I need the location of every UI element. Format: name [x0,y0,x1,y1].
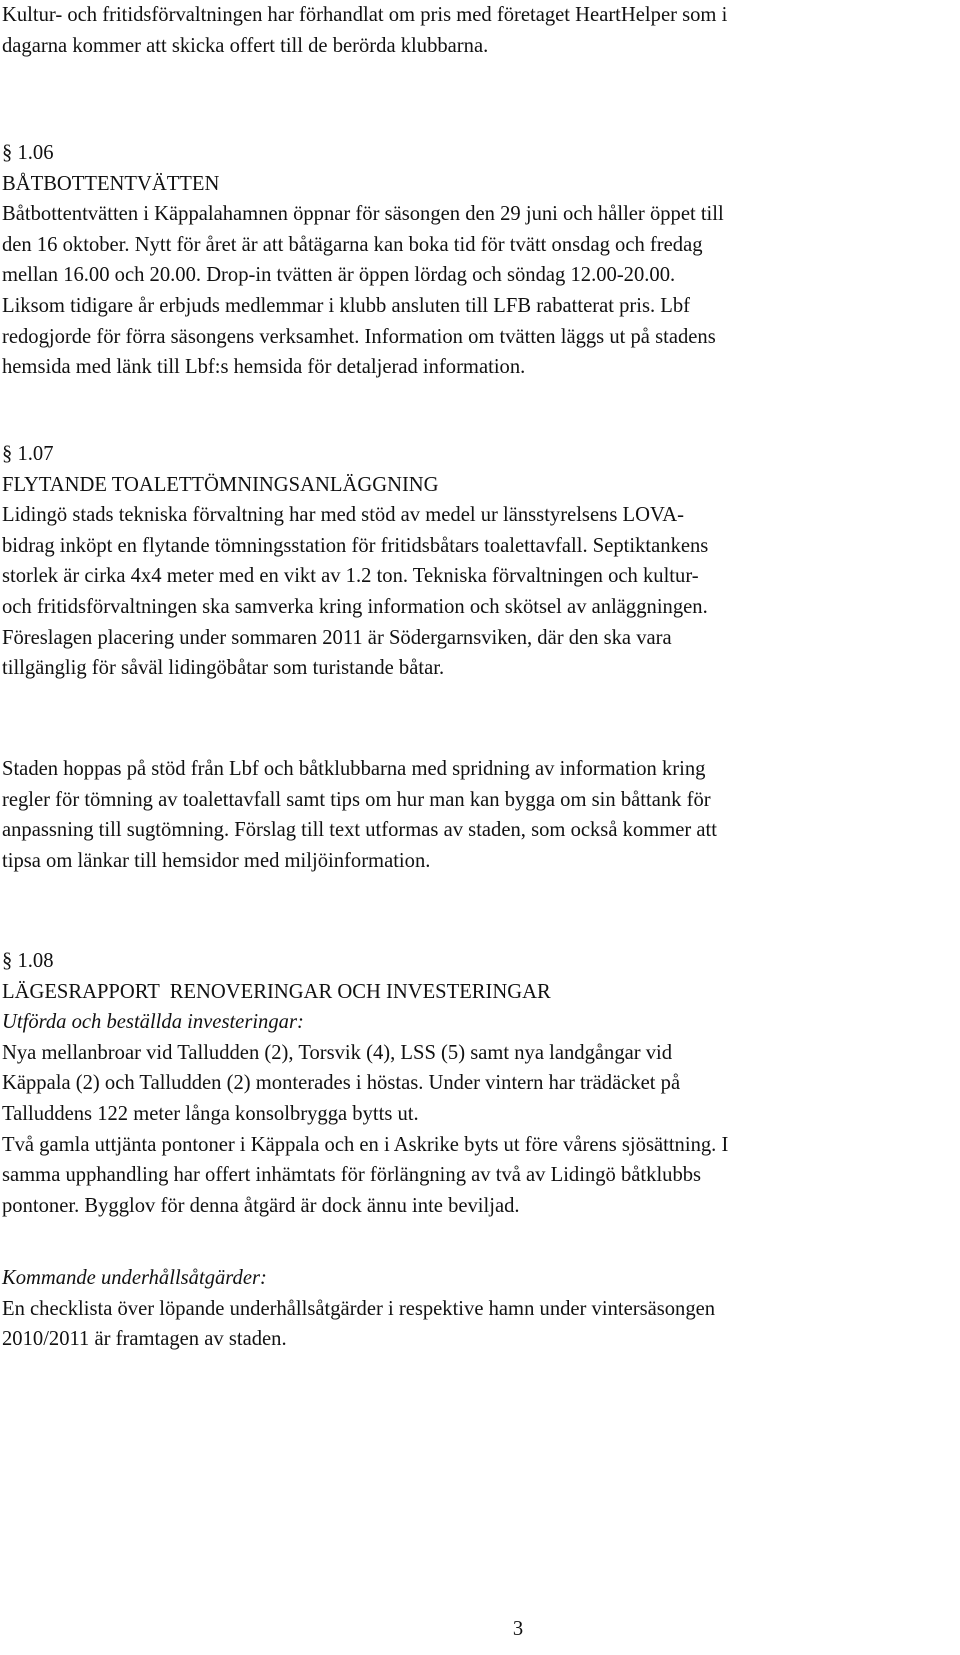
intro-paragraph [2,0,957,61]
body-line: tillgänglig för såväl lidingöbåtar som turistande båtar. [2,657,445,680]
section-heading: FLYTANDE TOALETTÖMNINGSANLÄGGNING [2,473,439,496]
section-number: § 1.06 [2,142,54,164]
section-1-07-paragraph-2 [2,754,957,876]
body-line: Båtbottentvätten i Käppalahamnen öppnar för säsongen den 29 juni och håller öppet till [2,203,724,226]
body-line: Talluddens 122 meter långa konsolbrygga bytts ut. [2,1102,419,1125]
body-line: samma upphandling har offert inhämtats för förlängning av två av Lidingö båtklubbs [2,1164,702,1187]
body-line: bidrag inköpt en flytande tömningsstation för fritidsbåtars toalettavfall. Septiktankens [2,534,709,557]
intro-line: Kultur- och fritidsförvaltningen har förhandlat om pris med företaget HeartHelper som i [2,4,728,26]
body-line: anpassning till sugtömning. Förslag till text utformas av staden, som också kommer att [2,819,717,842]
section-number: § 1.08 [2,950,54,972]
body-line: 2010/2011 är framtagen av staden. [2,1328,287,1351]
body-line: mellan 16.00 och 20.00. Drop-in tvätten är öppen lördag och söndag 12.00-20.00. [2,264,676,287]
body-line: Liksom tidigare år erbjuds medlemmar i klubb ansluten till LFB rabatterat pris. Lbf [2,294,691,317]
body-line: hemsida med länk till Lbf:s hemsida för detaljerad information. [2,356,526,379]
body-line: Staden hoppas på stöd från Lbf och båtklubbarna med spridning av information kring [2,758,706,780]
body-line: En checklista över löpande underhållsåtgärder i respektive hamn under vintersäsongen [2,1297,716,1320]
body-line: och fritidsförvaltningen ska samverka kring information och skötsel av anläggningen. [2,595,708,618]
body-line: Föreslagen placering under sommaren 2011 är Södergarnsviken, där den ska vara [2,626,672,649]
page-number: 3 [512,1618,524,1640]
section-1-06 [2,138,957,383]
body-line: Nya mellanbroar vid Talludden (2), Torsvik (4), LSS (5) samt nya landgångar vid [2,1041,673,1064]
body-line: Två gamla uttjänta pontoner i Käppala och en i Askrike byts ut före vårens sjösättning. I [2,1133,729,1156]
section-1-07 [2,439,957,684]
intro-line: dagarna kommer att skicka offert till de berörda klubbarna. [2,34,489,57]
body-line: den 16 oktober. Nytt för året är att båtägarna kan boka tid för tvätt onsdag och fredag [2,233,703,256]
body-line: redogjorde för förra säsongens verksamhet. Information om tvätten läggs ut på stadens [2,325,716,348]
subheading-investments: Utförda och beställda investeringar: [2,1011,304,1034]
section-1-08 [2,946,957,1221]
body-line: Lidingö stads tekniska förvaltning har med stöd av medel ur länsstyrelsens LOVA- [2,504,684,527]
body-line: regler för tömning av toalettavfall samt tips om hur man kan bygga om sin båttank för [2,788,711,811]
section-heading: BÅTBOTTENTVÄTTEN [2,172,220,195]
section-1-08-maintenance [2,1263,957,1355]
body-line: pontoner. Bygglov för denna åtgärd är dock ännu inte beviljad. [2,1194,520,1217]
subheading-maintenance: Kommande underhållsåtgärder: [2,1267,267,1289]
body-line: storlek är cirka 4x4 meter med en vikt av 1.2 ton. Tekniska förvaltningen och kultur- [2,565,699,588]
body-line: tipsa om länkar till hemsidor med miljöinformation. [2,849,431,872]
section-number: § 1.07 [2,443,54,465]
body-line: Käppala (2) och Talludden (2) monterades i höstas. Under vintern har trädäcket på [2,1072,681,1095]
section-heading: LÄGESRAPPORT RENOVERINGAR OCH INVESTERINGAR [2,980,551,1003]
